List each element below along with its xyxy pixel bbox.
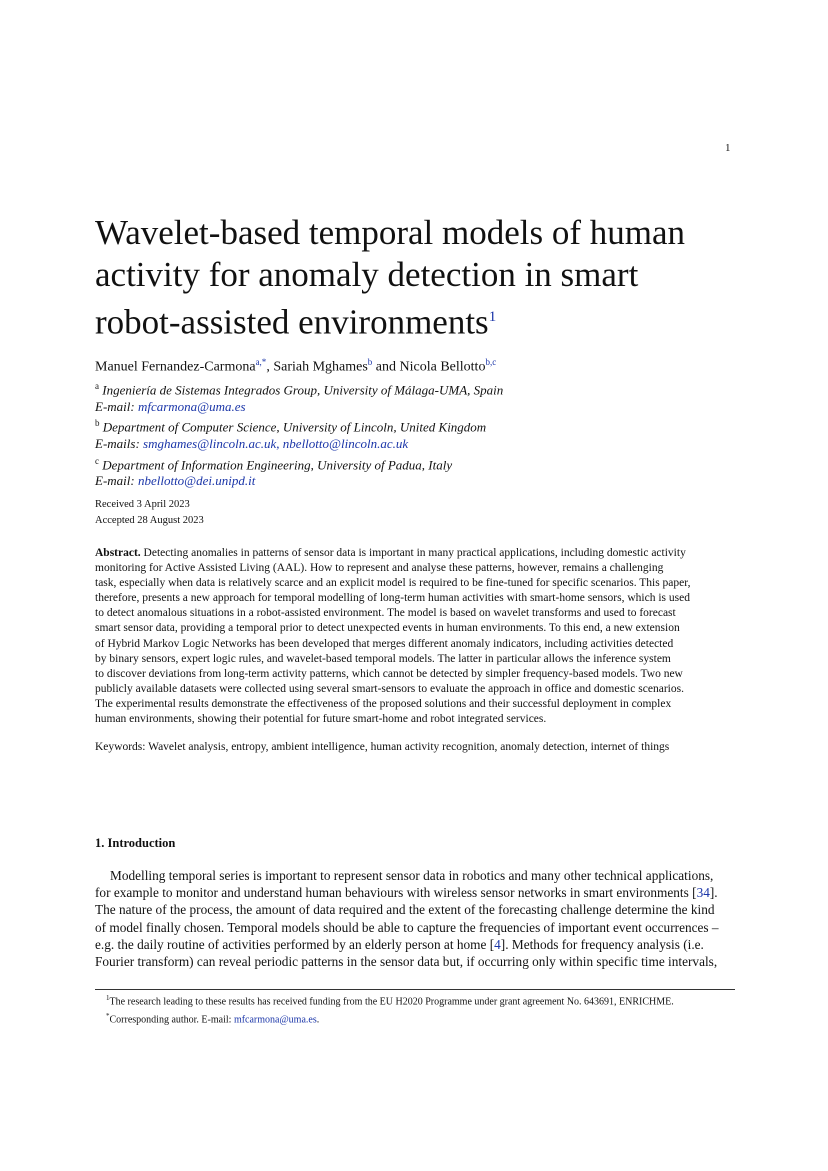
affiliation-line (95, 453, 503, 474)
affiliation-mark: b (95, 418, 100, 429)
email-line (95, 473, 503, 490)
body-line: The nature of the process, the amount of data required and the extent of the forecasting challenge determine the kind (95, 902, 715, 918)
body-text (95, 867, 745, 970)
abstract-label: Abstract. (95, 547, 141, 559)
email-link[interactable]: nbellotto@dei.unipd.it (137, 473, 256, 489)
author-list (95, 357, 496, 376)
body-text-span: e.g. the daily routine of activities performed by an elderly person at home [ (95, 936, 495, 952)
abstract-line: to detect anomalous situations in a robot-assisted environment. The model is based on wavelet transforms and used to forecast (95, 607, 676, 620)
abstract-line: human environments, showing their potential for future smart-home and robot integrated services. (95, 713, 547, 726)
author-name: and Nicola Bellotto (372, 359, 486, 375)
abstract-line: task, especially when data is relatively scarce and an explicit model is required to be fine-tuned for specific scenarios. This paper, (95, 577, 691, 590)
abstract-line: therefore, presents a new approach for temporal modelling of long-term human activities with smart-home sensors, which is used (95, 592, 690, 605)
body-line (95, 884, 745, 901)
abstract-line (95, 546, 745, 561)
title-line: Wavelet-based temporal models of human (95, 213, 686, 252)
keywords: Keywords: Wavelet analysis, entropy, ambient intelligence, human activity recognition, anomaly detection, internet of things (95, 741, 670, 753)
footnote (106, 1009, 674, 1027)
title-line (95, 296, 735, 344)
email-line (95, 399, 503, 416)
footnotes (106, 991, 674, 1028)
abstract-line: to discover deviations from long-term activity patterns, which cannot be detected by simpler frequency-based models. Two new (95, 667, 683, 680)
abstract-line: publicly available datasets were collected using several smart-sensors to evaluate the approach in office and domestic scenarios. (95, 682, 684, 695)
affiliation-mark: a (95, 381, 99, 391)
title-footnote-link[interactable]: 1 (488, 309, 497, 325)
title-line-text: robot-assisted environments (95, 302, 489, 342)
affiliation-text: Ingeniería de Sistemas Integrados Group, University of Málaga-UMA, Spain (99, 382, 504, 398)
author-affiliation-link[interactable]: b,c (485, 357, 497, 367)
email-line (95, 436, 503, 453)
affiliation-line (95, 378, 503, 399)
author-name: , Sariah Mghames (266, 359, 368, 375)
page-number: 1 (725, 142, 731, 154)
abstract-line: smart sensor data, providing a temporal prior to detect unexpected events in human environments. To this end, a new extension (95, 622, 680, 635)
footnote-mark: * (106, 1012, 110, 1021)
body-line: Modelling temporal series is important to represent sensor data in robotics and many other technical applications, (110, 868, 714, 883)
email-label: E-mails: (95, 436, 144, 452)
submission-dates (95, 497, 204, 529)
affiliations (95, 378, 503, 490)
footnote-mark: 1 (106, 994, 110, 1002)
title-line: activity for anomaly detection in smart (95, 255, 639, 294)
footnote-text: . (316, 1014, 320, 1026)
email-link[interactable]: smghames@lincoln.ac.uk, nbellotto@lincoln.ac.uk (143, 436, 409, 452)
abstract-text: Detecting anomalies in patterns of sensor data is important in many practical applications, including domestic activity (140, 547, 686, 559)
affiliation-text: Department of Computer Science, University of Lincoln, United Kingdom (99, 419, 487, 435)
footnote-rule (95, 989, 735, 990)
received-date: Received 3 April 2023 (95, 499, 190, 510)
email-label: E-mail: (95, 398, 138, 414)
affiliation-line (95, 415, 503, 436)
body-line: Fourier transform) can reveal periodic patterns in the sensor data but, if occurring only within specific time intervals, (95, 954, 718, 970)
abstract-line: of Hybrid Markov Logic Networks has been developed that merges different anomaly indicators, including activities detected (95, 637, 674, 650)
body-line: of model finally chosen. Temporal models should be able to capture the frequencies of important event occurrences – (95, 919, 719, 935)
footnote (106, 991, 674, 1009)
section-heading: 1. Introduction (95, 836, 176, 850)
body-text-span: for example to monitor and understand human behaviours with wireless sensor networks in smart environments [ (95, 885, 697, 901)
body-line (95, 936, 745, 953)
footnote-text: Corresponding author. E-mail: (109, 1014, 234, 1026)
email-link[interactable]: mfcarmona@uma.es (137, 398, 246, 414)
abstract (95, 546, 745, 727)
citation-link[interactable]: 4 (494, 936, 501, 952)
affiliation-text: Department of Information Engineering, University of Padua, Italy (99, 456, 453, 472)
author-affiliation-link[interactable]: b (367, 357, 373, 367)
email-label: E-mail: (95, 473, 138, 489)
accepted-date: Accepted 28 August 2023 (95, 515, 204, 526)
abstract-line: The experimental results demonstrate the effectiveness of the proposed solutions and their successful deployment in complex (95, 697, 672, 710)
footnote-text: The research leading to these results has received funding from the EU H2020 Programme under grant agreement No. 643691, ENRICHME. (109, 996, 674, 1008)
abstract-line: monitoring for Active Assisted Living (AAL). How to represent and analyse these patterns, however, remains a challenging (95, 562, 664, 575)
author-name: Manuel Fernandez-Carmona (95, 359, 256, 375)
body-text-span: ]. Methods for frequency analysis (i.e. (500, 936, 704, 952)
paper-title (95, 212, 735, 344)
affiliation-mark: c (95, 455, 99, 466)
author-affiliation-link[interactable]: a,* (255, 357, 267, 367)
abstract-line: by binary sensors, expert logic rules, and wavelet-based temporal models. The latter in particular allows the inference system (95, 652, 671, 665)
citation-link[interactable]: 34 (696, 885, 710, 901)
body-text-span: ]. (709, 885, 718, 901)
email-link[interactable]: mfcarmona@uma.es (233, 1014, 317, 1026)
